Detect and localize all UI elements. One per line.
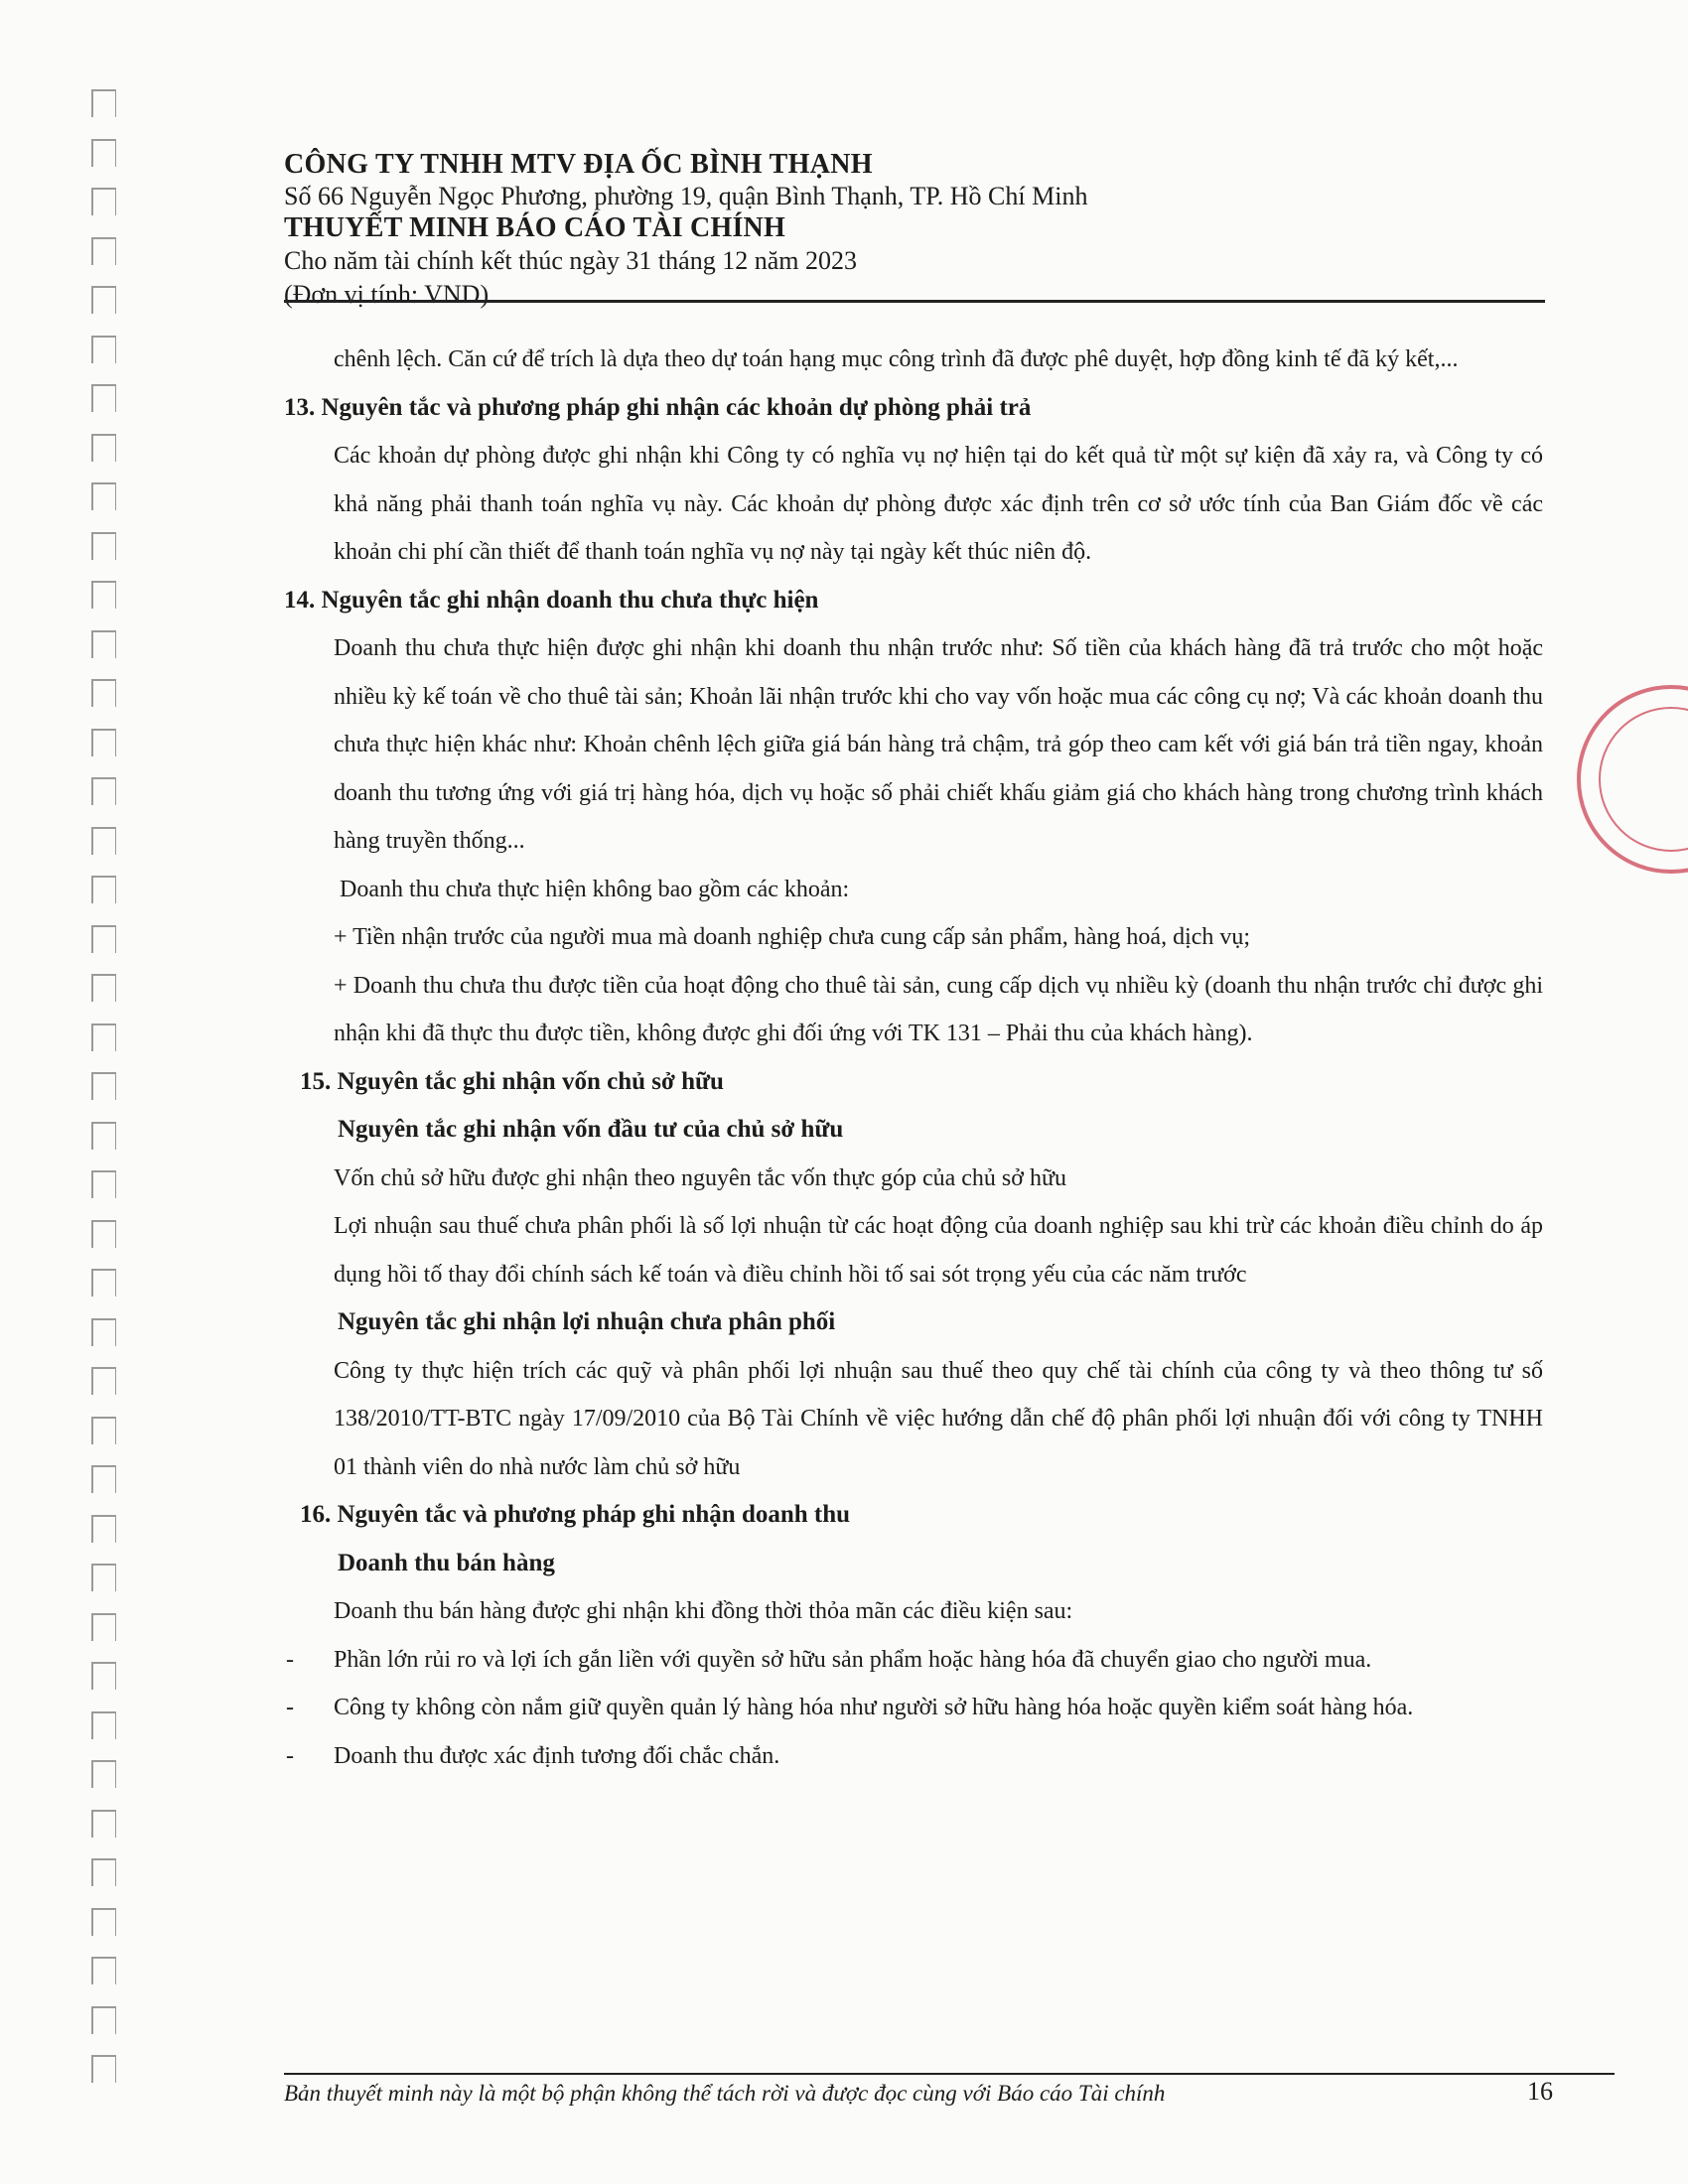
- binding-hole: [91, 1957, 116, 1984]
- binding-hole: [91, 1170, 116, 1198]
- binding-hole: [91, 1564, 116, 1591]
- binding-hole: [91, 1810, 116, 1838]
- section-15-paragraph-1: Vốn chủ sở hữu được ghi nhận theo nguyên tắc vốn thực góp của chủ sở hữu: [334, 1164, 1066, 1191]
- binding-hole: [91, 336, 116, 363]
- binding-hole: [91, 679, 116, 707]
- binding-hole: [91, 1908, 116, 1936]
- binding-hole: [91, 974, 116, 1002]
- binding-hole: [91, 1269, 116, 1297]
- section-15-subtitle-1: Nguyên tắc ghi nhận vốn đầu tư của chủ sở hữu: [338, 1116, 844, 1143]
- section-14-paragraph-1: Doanh thu chưa thực hiện được ghi nhận khi doanh thu nhận trước như: Số tiền của khách hàng đã trả trước cho một hoặc nhiều kỳ kế toán về cho thuê tài sản; Khoản lãi nhận trước khi cho vay vốn hoặc mua các công cụ nợ; Và các khoản doanh thu chưa thực hiện khác như: Khoản chênh lệch giữa giá bán hàng trả chậm, trả góp theo cam kết với giá bán trả tiền ngay, khoản doanh thu tương ứng với giá trị hàng hóa, dịch vụ hoặc số phải chiết khấu giảm giá cho khách hàng trong chương trình khách hàng truyền thống...: [334, 635, 1543, 854]
- section-14-item-2: + Doanh thu chưa thu được tiền của hoạt động cho thuê tài sản, cung cấp dịch vụ nhiều kỳ (doanh thu nhận trước chỉ được ghi nhận khi đã thực thu được tiền, không được ghi đối ứng với TK 131 – Phải thu của khách hàng).: [334, 972, 1543, 1046]
- document-header: [284, 149, 1545, 312]
- binding-holes: [62, 89, 121, 2115]
- binding-hole: [91, 384, 116, 412]
- binding-hole: [91, 286, 116, 314]
- binding-hole: [91, 777, 116, 805]
- binding-hole: [91, 188, 116, 215]
- binding-hole: [91, 1072, 116, 1100]
- footer-divider: [284, 2073, 1615, 2075]
- binding-hole: [91, 1662, 116, 1690]
- footer-note: Bản thuyết minh này là một bộ phận không thể tách rời và được đọc cùng với Báo cáo Tài chính: [284, 2081, 1166, 2106]
- binding-hole: [91, 827, 116, 855]
- reporting-period: Cho năm tài chính kết thúc ngày 31 tháng 12 năm 2023: [284, 246, 857, 275]
- document-title: THUYẾT MINH BÁO CÁO TÀI CHÍNH: [284, 212, 785, 243]
- company-name: CÔNG TY TNHH MTV ĐỊA ỐC BÌNH THẠNH: [284, 149, 873, 180]
- section-14-title: 14. Nguyên tắc ghi nhận doanh thu chưa thực hiện: [284, 586, 819, 614]
- section-13-paragraph: Các khoản dự phòng được ghi nhận khi Công ty có nghĩa vụ nợ hiện tại do kết quả từ một sự kiện đã xảy ra, và Công ty có khả năng phải thanh toán nghĩa vụ này. Các khoản dự phòng được xác định trên cơ sở ước tính của Ban Giám đốc về các khoản chi phí cần thiết để thanh toán nghĩa vụ nợ này tại ngày kết thúc niên độ.: [334, 443, 1543, 565]
- bullet-text: Phần lớn rủi ro và lợi ích gắn liền với quyền sở hữu sản phẩm hoặc hàng hóa đã chuyển giao cho người mua.: [334, 1646, 1372, 1673]
- section-15-paragraph-3: Công ty thực hiện trích các quỹ và phân phối lợi nhuận sau thuế theo quy chế tài chính của công ty và theo thông tư số 138/2010/TT-BTC ngày 17/09/2010 của Bộ Tài Chính về việc hướng dẫn chế độ phân phối lợi nhuận đối với công ty TNHH 01 thành viên do nhà nước làm chủ sở hữu: [334, 1357, 1543, 1480]
- binding-hole: [91, 482, 116, 510]
- section-16-paragraph-1: Doanh thu bán hàng được ghi nhận khi đồng thời thỏa mãn các điều kiện sau:: [334, 1598, 1073, 1624]
- binding-hole: [91, 925, 116, 953]
- binding-hole: [91, 89, 116, 117]
- section-16-title: 16. Nguyên tắc và phương pháp ghi nhận doanh thu: [300, 1501, 851, 1528]
- section-16-bullet-2: [284, 1684, 1543, 1732]
- binding-hole: [91, 1760, 116, 1788]
- binding-hole: [91, 1220, 116, 1248]
- binding-hole: [91, 1465, 116, 1493]
- section-16-bullet-3: [284, 1732, 1543, 1781]
- binding-hole: [91, 2055, 116, 2083]
- bullet-dash: -: [286, 1695, 294, 1720]
- binding-hole: [91, 237, 116, 265]
- binding-hole: [91, 876, 116, 903]
- bullet-dash: -: [286, 1742, 294, 1769]
- binding-hole: [91, 581, 116, 609]
- section-15-subtitle-2: Nguyên tắc ghi nhận lợi nhuận chưa phân phối: [338, 1308, 836, 1335]
- binding-hole: [91, 1318, 116, 1346]
- section-13-title: 13. Nguyên tắc và phương pháp ghi nhận các khoản dự phòng phải trả: [284, 393, 1032, 421]
- currency-unit: (Đơn vị tính: VND): [284, 280, 490, 309]
- binding-hole: [91, 1024, 116, 1051]
- binding-hole: [91, 139, 116, 167]
- continuation-paragraph: chênh lệch. Căn cứ để trích là dựa theo dự toán hạng mục công trình đã được phê duyệt, hợp đồng kinh tế đã ký kết,...: [334, 346, 1459, 372]
- binding-hole: [91, 1367, 116, 1395]
- section-15-paragraph-2: Lợi nhuận sau thuế chưa phân phối là số lợi nhuận từ các hoạt động của doanh nghiệp sau khi trừ các khoản điều chỉnh do áp dụng hồi tố thay đổi chính sách kế toán và điều chỉnh hồi tố sai sót trọng yếu của các năm trước: [334, 1213, 1543, 1288]
- binding-hole: [91, 1122, 116, 1150]
- section-14-item-1: + Tiền nhận trước của người mua mà doanh nghiệp chưa cung cấp sản phẩm, hàng hoá, dịch vụ;: [334, 924, 1251, 950]
- binding-hole: [91, 729, 116, 756]
- company-seal: [1577, 685, 1688, 874]
- company-seal-inner-ring: [1599, 707, 1688, 852]
- section-14-paragraph-2: Doanh thu chưa thực hiện không bao gồm các khoản:: [340, 876, 850, 902]
- bullet-dash: -: [286, 1646, 294, 1673]
- binding-hole: [91, 1711, 116, 1739]
- section-16-subtitle-1: Doanh thu bán hàng: [338, 1549, 555, 1576]
- binding-hole: [91, 1858, 116, 1886]
- company-address: Số 66 Nguyễn Ngọc Phương, phường 19, quận Bình Thạnh, TP. Hồ Chí Minh: [284, 182, 1088, 210]
- binding-hole: [91, 1515, 116, 1543]
- page-number: 16: [1527, 2077, 1553, 2106]
- binding-hole: [91, 630, 116, 658]
- binding-hole: [91, 434, 116, 462]
- section-16-bullet-1: [284, 1636, 1543, 1685]
- header-divider: [284, 300, 1545, 303]
- binding-hole: [91, 532, 116, 560]
- bullet-text: Công ty không còn nắm giữ quyền quản lý hàng hóa như người sở hữu hàng hóa hoặc quyền kiểm soát hàng hóa.: [334, 1695, 1414, 1720]
- bullet-text: Doanh thu được xác định tương đối chắc chắn.: [334, 1742, 780, 1769]
- binding-hole: [91, 2006, 116, 2034]
- binding-hole: [91, 1613, 116, 1641]
- section-15-title: 15. Nguyên tắc ghi nhận vốn chủ sở hữu: [300, 1067, 724, 1095]
- binding-hole: [91, 1417, 116, 1444]
- document-body: [284, 336, 1543, 1780]
